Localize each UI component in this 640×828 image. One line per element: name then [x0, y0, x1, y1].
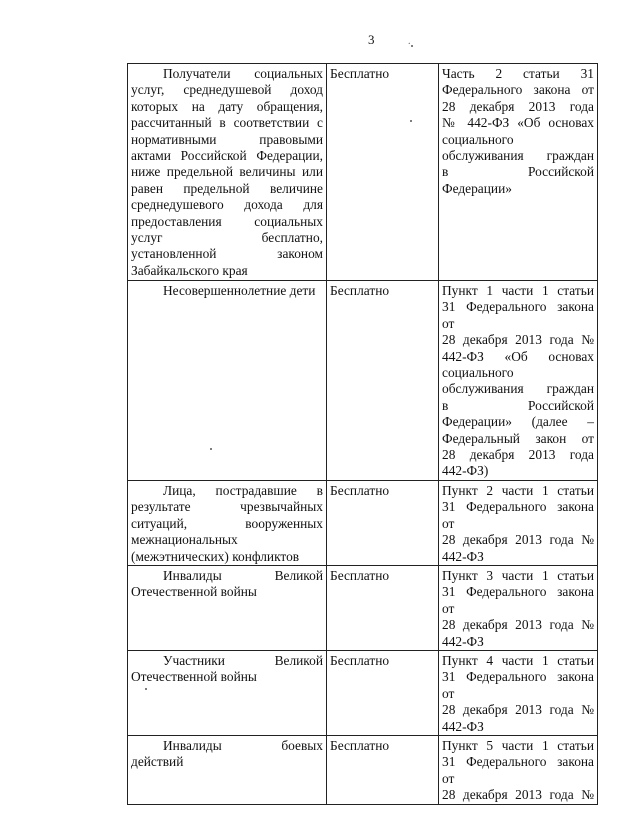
- text-line: Пункт 3 части 1 статьи: [442, 567, 594, 583]
- basis-cell: [439, 735, 598, 804]
- text-line: 31 Федерального закона: [442, 499, 594, 515]
- recipient-cell: [128, 650, 327, 735]
- text-line: нормативными правовыми: [131, 131, 323, 147]
- text-line: равен предельной величине: [131, 180, 323, 196]
- text-line: Пункт 1 части 1 статьи: [442, 283, 594, 298]
- condition-text: Бесплатно: [330, 737, 390, 753]
- text-line: 28 декабря 2013 года: [442, 98, 594, 114]
- text-line: установленной законом: [131, 246, 323, 262]
- condition-cell: [327, 64, 439, 281]
- text-line: предоставления социальных: [131, 213, 323, 229]
- page-number: [368, 33, 375, 47]
- text-line: 442-ФЗ): [442, 463, 489, 479]
- text-line: от: [442, 315, 455, 331]
- condition-cell: [327, 281, 439, 481]
- condition-text: Бесплатно: [330, 283, 390, 298]
- text-line: Несовершеннолетние дети: [163, 283, 316, 298]
- text-line: в Российской: [442, 164, 594, 180]
- text-line: (межэтнических) конфликтов: [131, 548, 300, 564]
- text-line: Пункт 4 части 1 статьи: [442, 652, 594, 668]
- table-row: [128, 565, 598, 650]
- text-line: 28 декабря 2013 года: [442, 447, 594, 463]
- text-line: обслуживания граждан: [442, 381, 594, 397]
- text-line: 28 декабря 2013 года №: [442, 617, 594, 633]
- text-line: Участники Великой: [163, 652, 323, 668]
- text-line: 28 декабря 2013 года №: [442, 702, 594, 718]
- text-line: межнациональных: [131, 532, 238, 548]
- page-mark: .: [408, 36, 411, 47]
- condition-text: Бесплатно: [330, 652, 390, 668]
- text-line: рассчитанный в соответствии с: [131, 115, 323, 131]
- text-line: Отечественной войны: [131, 669, 257, 685]
- text-line: ситуаций, вооруженных: [131, 515, 323, 531]
- condition-text: Бесплатно: [330, 567, 390, 583]
- condition-cell: [327, 650, 439, 735]
- text-line: Получатели социальных: [163, 66, 323, 81]
- page-number-value: 3: [368, 32, 375, 47]
- recipient-cell: [128, 64, 327, 281]
- recipient-cell: [128, 480, 327, 565]
- condition-cell: [327, 565, 439, 650]
- text-line: 31 Федерального закона: [442, 669, 594, 685]
- text-line: действий: [131, 754, 184, 770]
- text-line: Федерации» (далее –: [442, 414, 594, 430]
- text-line: Пункт 2 части 1 статьи: [442, 482, 594, 498]
- text-line: № 442-ФЗ «Об основах: [442, 115, 594, 131]
- basis-cell: [439, 64, 598, 281]
- text-line: Федерального закона от: [442, 82, 594, 98]
- text-line: от: [442, 685, 455, 701]
- text-line: среднедушевого дохода для: [131, 197, 323, 213]
- text-line: Федеральный закон от: [442, 430, 594, 446]
- recipient-cell: [128, 281, 327, 481]
- text-line: 442-ФЗ: [442, 548, 484, 564]
- text-line: социального: [442, 365, 514, 381]
- text-line: 442-ФЗ «Об основах: [442, 348, 594, 364]
- text-line: социального: [442, 131, 514, 147]
- text-line: Федерации»: [442, 180, 512, 196]
- condition-cell: [327, 480, 439, 565]
- recipient-cell: [128, 735, 327, 804]
- text-line: 28 декабря 2013 года №: [442, 332, 594, 348]
- text-line: результате чрезвычайных: [131, 499, 323, 515]
- condition-text: Бесплатно: [330, 482, 390, 498]
- recipient-cell: [128, 565, 327, 650]
- text-line: от: [442, 515, 455, 531]
- basis-cell: [439, 281, 598, 481]
- text-line: Часть 2 статьи 31: [442, 66, 594, 81]
- text-line: Инвалиды Великой: [163, 567, 323, 583]
- text-line: актами Российской Федерации,: [131, 148, 323, 164]
- text-line: 31 Федерального закона: [442, 299, 594, 315]
- text-line: Отечественной войны: [131, 584, 257, 600]
- table-row: [128, 281, 598, 481]
- scan-speck: [411, 45, 413, 47]
- text-line: услуг, среднедушевой доход: [131, 82, 323, 98]
- table-row: [128, 64, 598, 281]
- table-row: [128, 650, 598, 735]
- text-line: 442-ФЗ: [442, 633, 484, 649]
- text-line: ниже предельной величины или: [131, 164, 323, 180]
- text-line: Инвалиды боевых: [163, 737, 323, 753]
- text-line: Пункт 5 части 1 статьи: [442, 737, 594, 753]
- table-row: [128, 735, 598, 804]
- text-line: от: [442, 770, 455, 786]
- text-line: 28 декабря 2013 года №: [442, 787, 594, 803]
- condition-text: Бесплатно: [330, 66, 390, 81]
- basis-cell: [439, 565, 598, 650]
- text-line: от: [442, 600, 455, 616]
- text-line: 31 Федерального закона: [442, 754, 594, 770]
- table-row: [128, 480, 598, 565]
- text-line: обслуживания граждан: [442, 148, 594, 164]
- basis-cell: [439, 480, 598, 565]
- text-line: Лица, пострадавшие в: [163, 482, 323, 498]
- text-line: в Российской: [442, 397, 594, 413]
- text-line: 442-ФЗ: [442, 718, 484, 734]
- condition-cell: [327, 735, 439, 804]
- basis-cell: [439, 650, 598, 735]
- social-services-table: [127, 63, 598, 805]
- text-line: 28 декабря 2013 года №: [442, 532, 594, 548]
- text-line: услуг бесплатно,: [131, 230, 323, 246]
- text-line: 31 Федерального закона: [442, 584, 594, 600]
- text-line: которых на дату обращения,: [131, 98, 323, 114]
- text-line: Забайкальского края: [131, 262, 248, 278]
